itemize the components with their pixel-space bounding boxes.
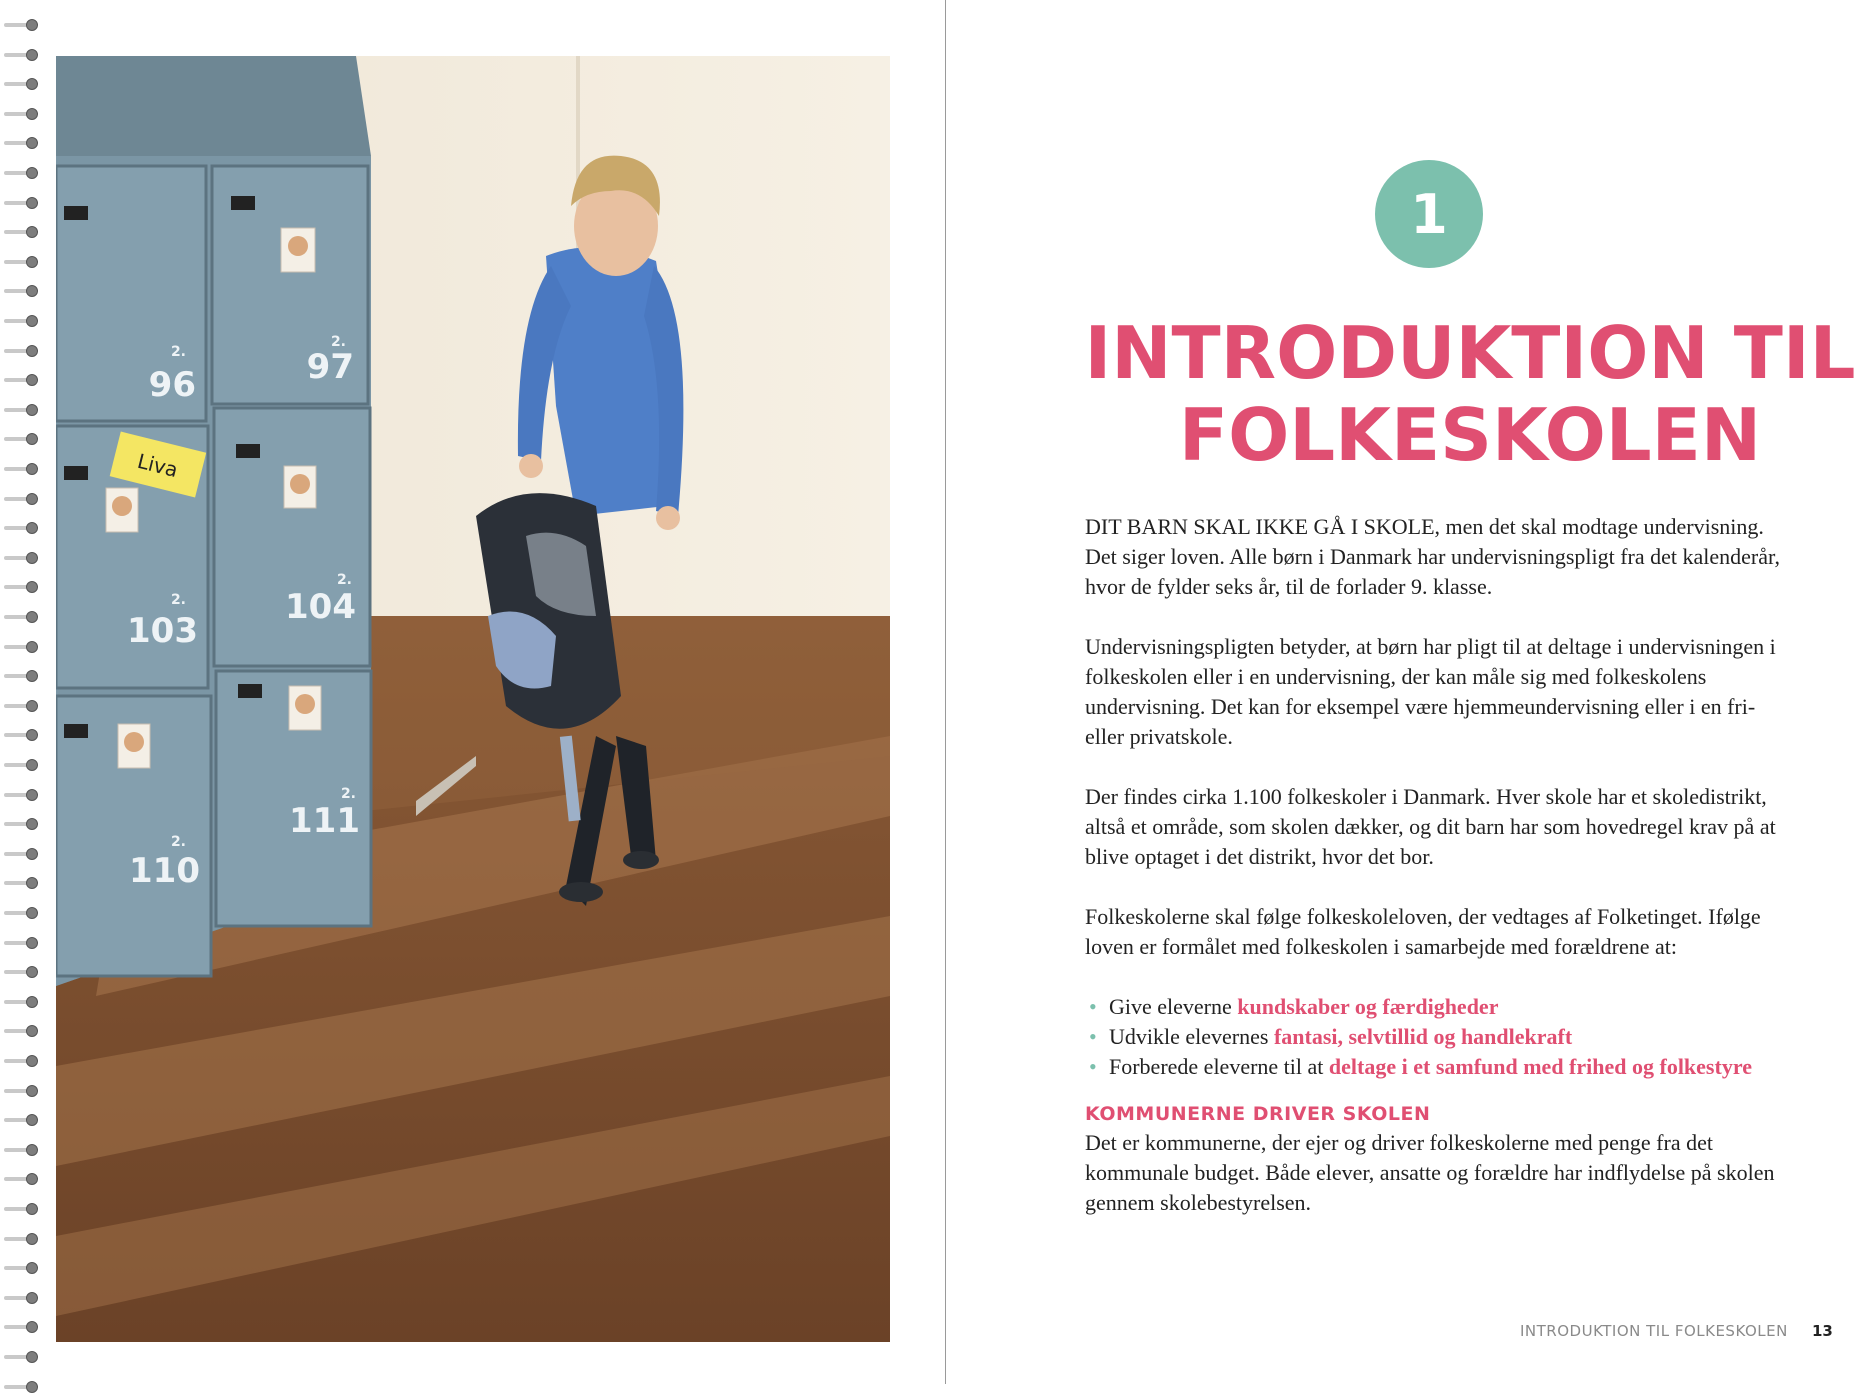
spiral-ring — [4, 758, 40, 772]
locker-number: 96 — [148, 365, 196, 405]
chapter-number-badge: 1 — [1375, 160, 1483, 268]
chapter-title — [1080, 312, 1860, 476]
chapter-title-line-1: INTRODUKTION TIL — [1084, 311, 1856, 395]
spiral-ring — [4, 284, 40, 298]
spiral-ring — [4, 403, 40, 417]
spiral-ring — [4, 788, 40, 802]
chapter-title-line-2: FOLKESKOLEN — [1178, 393, 1762, 477]
list-item-highlight: deltage i et samfund med frihed og folkestyre — [1328, 1054, 1752, 1079]
spiral-ring — [4, 1261, 40, 1275]
spiral-ring — [4, 136, 40, 150]
page-divider — [945, 0, 946, 1384]
spiral-ring — [4, 995, 40, 1009]
spiral-ring — [4, 196, 40, 210]
spiral-ring — [4, 1054, 40, 1068]
spiral-ring — [4, 1350, 40, 1364]
spiral-ring — [4, 1143, 40, 1157]
paragraph-1: DIT BARN SKAL IKKE GÅ I SKOLE, men det skal modtage undervisning. Det siger loven. Alle børn i Danmark har undervisningspligt fra det kalenderår, hvor de fylder seks år, til de forlader 9. klasse. — [1085, 514, 1780, 599]
spiral-ring — [4, 492, 40, 506]
locker-class: 2. — [170, 344, 186, 360]
spiral-ring — [4, 1172, 40, 1186]
locker-number: 104 — [285, 587, 356, 627]
spiral-binding — [0, 0, 48, 1384]
locker-number: 103 — [127, 611, 198, 651]
spiral-ring — [4, 640, 40, 654]
list-item — [1085, 1052, 1785, 1082]
bullet-icon: • — [1089, 1024, 1097, 1049]
body-text — [1085, 512, 1785, 1248]
locker-number: 110 — [129, 851, 200, 891]
locker-number: 111 — [289, 801, 360, 841]
spiral-ring — [4, 1113, 40, 1127]
subheading: KOMMUNERNE DRIVER SKOLEN — [1085, 1103, 1431, 1125]
spiral-ring — [4, 255, 40, 269]
spiral-ring — [4, 344, 40, 358]
spiral-ring — [4, 936, 40, 950]
list-item-lead: Udvikle elevernes — [1109, 1024, 1274, 1049]
spiral-ring — [4, 580, 40, 594]
boy-with-backpack-photo — [56, 56, 890, 1342]
list-item-highlight: fantasi, selvtillid og handlekraft — [1273, 1024, 1573, 1049]
list-item-lead: Forberede eleverne til at — [1109, 1054, 1329, 1079]
spiral-ring — [4, 107, 40, 121]
locker-class: 2. — [330, 334, 346, 350]
spiral-ring — [4, 48, 40, 62]
spiral-ring — [4, 965, 40, 979]
list-item — [1085, 1022, 1785, 1052]
spiral-ring — [4, 1084, 40, 1098]
locker-class: 2. — [340, 786, 356, 802]
spiral-ring — [4, 1232, 40, 1246]
bullet-icon: • — [1089, 1054, 1097, 1079]
page-number: 13 — [1812, 1322, 1833, 1340]
list-item — [1085, 992, 1785, 1022]
paragraph-2: Undervisningspligten betyder, at børn har pligt til at deltage i undervisningen i folkeskolen eller i en undervisning, der kan måle sig med folkeskolens undervisning. Det kan for eksempel være hjemmeundervisning eller i en fri- eller privatskole. — [1085, 634, 1776, 749]
bullet-icon: • — [1089, 994, 1097, 1019]
spiral-ring — [4, 1320, 40, 1334]
spiral-ring — [4, 817, 40, 831]
list-item-highlight: kundskaber og færdigheder — [1237, 994, 1499, 1019]
paragraph-4: Folkeskolerne skal følge folkeskoleloven, der vedtages af Folketinget. Ifølge loven er formålet med folkeskolen i samarbejde med forældrene at: — [1085, 904, 1761, 959]
spiral-ring — [4, 225, 40, 239]
spiral-ring — [4, 1024, 40, 1038]
spiral-ring — [4, 18, 40, 32]
locker-class: 2. — [170, 834, 186, 850]
spiral-ring — [4, 166, 40, 180]
list-item-lead: Give eleverne — [1109, 994, 1238, 1019]
spiral-ring — [4, 462, 40, 476]
paragraph-5: Det er kommunerne, der ejer og driver folkeskolerne med penge fra det kommunale budget. Både elever, ansatte og forældre har indflydelse på skolen gennem skolebestyrelsen. — [1085, 1130, 1775, 1215]
spiral-ring — [4, 610, 40, 624]
running-footer-title: INTRODUKTION TIL FOLKESKOLEN — [1520, 1322, 1788, 1340]
locker-class: 2. — [170, 592, 186, 608]
spiral-ring — [4, 669, 40, 683]
spiral-ring — [4, 728, 40, 742]
spiral-ring — [4, 432, 40, 446]
locker-class: 2. — [336, 572, 352, 588]
spiral-ring — [4, 876, 40, 890]
locker-number: 97 — [306, 347, 354, 387]
spiral-ring — [4, 699, 40, 713]
aims-list — [1085, 992, 1785, 1082]
spiral-ring — [4, 373, 40, 387]
spiral-ring — [4, 906, 40, 920]
name-tag-text: Liva — [135, 448, 181, 483]
spiral-ring — [4, 1202, 40, 1216]
spiral-ring — [4, 1291, 40, 1305]
spiral-ring — [4, 77, 40, 91]
spiral-ring — [4, 314, 40, 328]
spiral-ring — [4, 847, 40, 861]
spiral-ring — [4, 1380, 40, 1394]
spiral-ring — [4, 551, 40, 565]
spiral-ring — [4, 521, 40, 535]
paragraph-3: Der findes cirka 1.100 folkeskoler i Danmark. Hver skole har et skoledistrikt, altså et område, som skolen dækker, og dit barn har som hovedregel krav på at blive optaget i det distrikt, hvor det bor. — [1085, 784, 1776, 869]
